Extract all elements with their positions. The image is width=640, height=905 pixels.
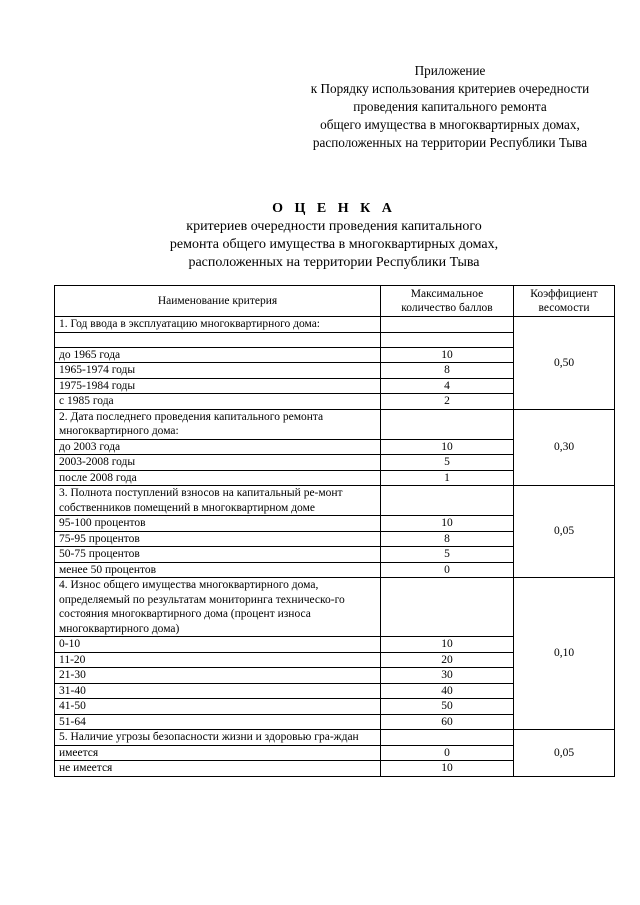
group-title: 4. Износ общего имущества многоквартирного дома, определяемый по результатам мониторинга техническо-го состояния многоквартирного дома (процент износа многоквартирного дома): [55, 578, 381, 637]
points-value: 8: [381, 363, 514, 379]
header-max-points: Максимальное количество баллов: [381, 286, 514, 317]
group-title-row: [55, 409, 615, 439]
title-heading: О Ц Е Н К А: [272, 201, 396, 216]
table-header-row: [55, 286, 615, 317]
points-value: 0: [381, 745, 514, 761]
title-line: ремонта общего имущества в многоквартирных домах,: [169, 237, 499, 252]
points-value: 60: [381, 714, 514, 730]
points-value: 10: [381, 347, 514, 363]
coefficient-cell: 0,10: [514, 578, 615, 730]
group-title-points: [381, 730, 514, 746]
points-value: 50: [381, 699, 514, 715]
group-title-row: [55, 578, 615, 637]
criterion-label: 21-30: [55, 668, 381, 684]
coefficient-cell: 0,30: [514, 409, 615, 486]
criterion-label: 2003-2008 годы: [55, 455, 381, 471]
group-title-row: [55, 486, 615, 516]
points-value: 40: [381, 683, 514, 699]
appendix-header: [270, 62, 630, 152]
appendix-line: общего имущества в многоквартирных домах,: [320, 117, 580, 132]
group-title-points: [381, 317, 514, 333]
criteria-table: [54, 285, 615, 777]
group-title: 3. Полнота поступлений взносов на капитальный ре-монт собственников помещений в многоквартирном доме: [55, 486, 381, 516]
coefficient-cell: 0,05: [514, 730, 615, 777]
points-value: 8: [381, 531, 514, 547]
group-title-points: [381, 486, 514, 516]
criterion-label: 11-20: [55, 652, 381, 668]
group-title-points: [381, 578, 514, 637]
group-title: 2. Дата последнего проведения капитального ремонта многоквартирного дома:: [55, 409, 381, 439]
points-value: 5: [381, 547, 514, 563]
header-coefficient: Коэффициент весомости: [514, 286, 615, 317]
criterion-label: 50-75 процентов: [55, 547, 381, 563]
group-title-points: [381, 409, 514, 439]
coefficient-cell: 0,05: [514, 486, 615, 578]
title-line: критериев очередности проведения капитального: [186, 219, 482, 234]
criterion-label: 41-50: [55, 699, 381, 715]
points-value: 10: [381, 637, 514, 653]
coefficient-cell: 0,50: [514, 317, 615, 410]
points-value: 10: [381, 439, 514, 455]
criterion-label: до 2003 года: [55, 439, 381, 455]
header-criterion: Наименование критерия: [55, 286, 381, 317]
criterion-label: 51-64: [55, 714, 381, 730]
group-title-row: [55, 317, 615, 333]
appendix-line: расположенных на территории Республики Тыва: [312, 135, 588, 150]
points-value: 30: [381, 668, 514, 684]
criterion-label: после 2008 года: [55, 470, 381, 486]
criterion-label: 31-40: [55, 683, 381, 699]
points-value: 5: [381, 455, 514, 471]
points-value: 10: [381, 761, 514, 777]
criterion-label: имеется: [55, 745, 381, 761]
points-value: 10: [381, 516, 514, 532]
title-line: расположенных на территории Республики Тыва: [188, 255, 480, 270]
criterion-label: 0-10: [55, 637, 381, 653]
points-value: 4: [381, 378, 514, 394]
appendix-line: Приложение: [414, 63, 486, 78]
group-title-row: [55, 730, 615, 746]
appendix-line: проведения капитального ремонта: [353, 99, 547, 114]
points-value: 20: [381, 652, 514, 668]
criterion-label: менее 50 процентов: [55, 562, 381, 578]
group-title: 1. Год ввода в эксплуатацию многоквартирного дома:: [55, 317, 381, 333]
appendix-line: к Порядку использования критериев очередности: [310, 81, 590, 96]
criterion-label: 95-100 процентов: [55, 516, 381, 532]
group-title: 5. Наличие угрозы безопасности жизни и здоровью гра-ждан: [55, 730, 381, 746]
points-value: 0: [381, 562, 514, 578]
criterion-label: 1965-1974 годы: [55, 363, 381, 379]
criterion-label: до 1965 года: [55, 347, 381, 363]
criterion-label: с 1985 года: [55, 394, 381, 410]
criterion-label: 1975-1984 годы: [55, 378, 381, 394]
points-value: 1: [381, 470, 514, 486]
points-value: 2: [381, 394, 514, 410]
document-title: [54, 200, 614, 272]
criterion-label: 75-95 процентов: [55, 531, 381, 547]
criterion-label: не имеется: [55, 761, 381, 777]
